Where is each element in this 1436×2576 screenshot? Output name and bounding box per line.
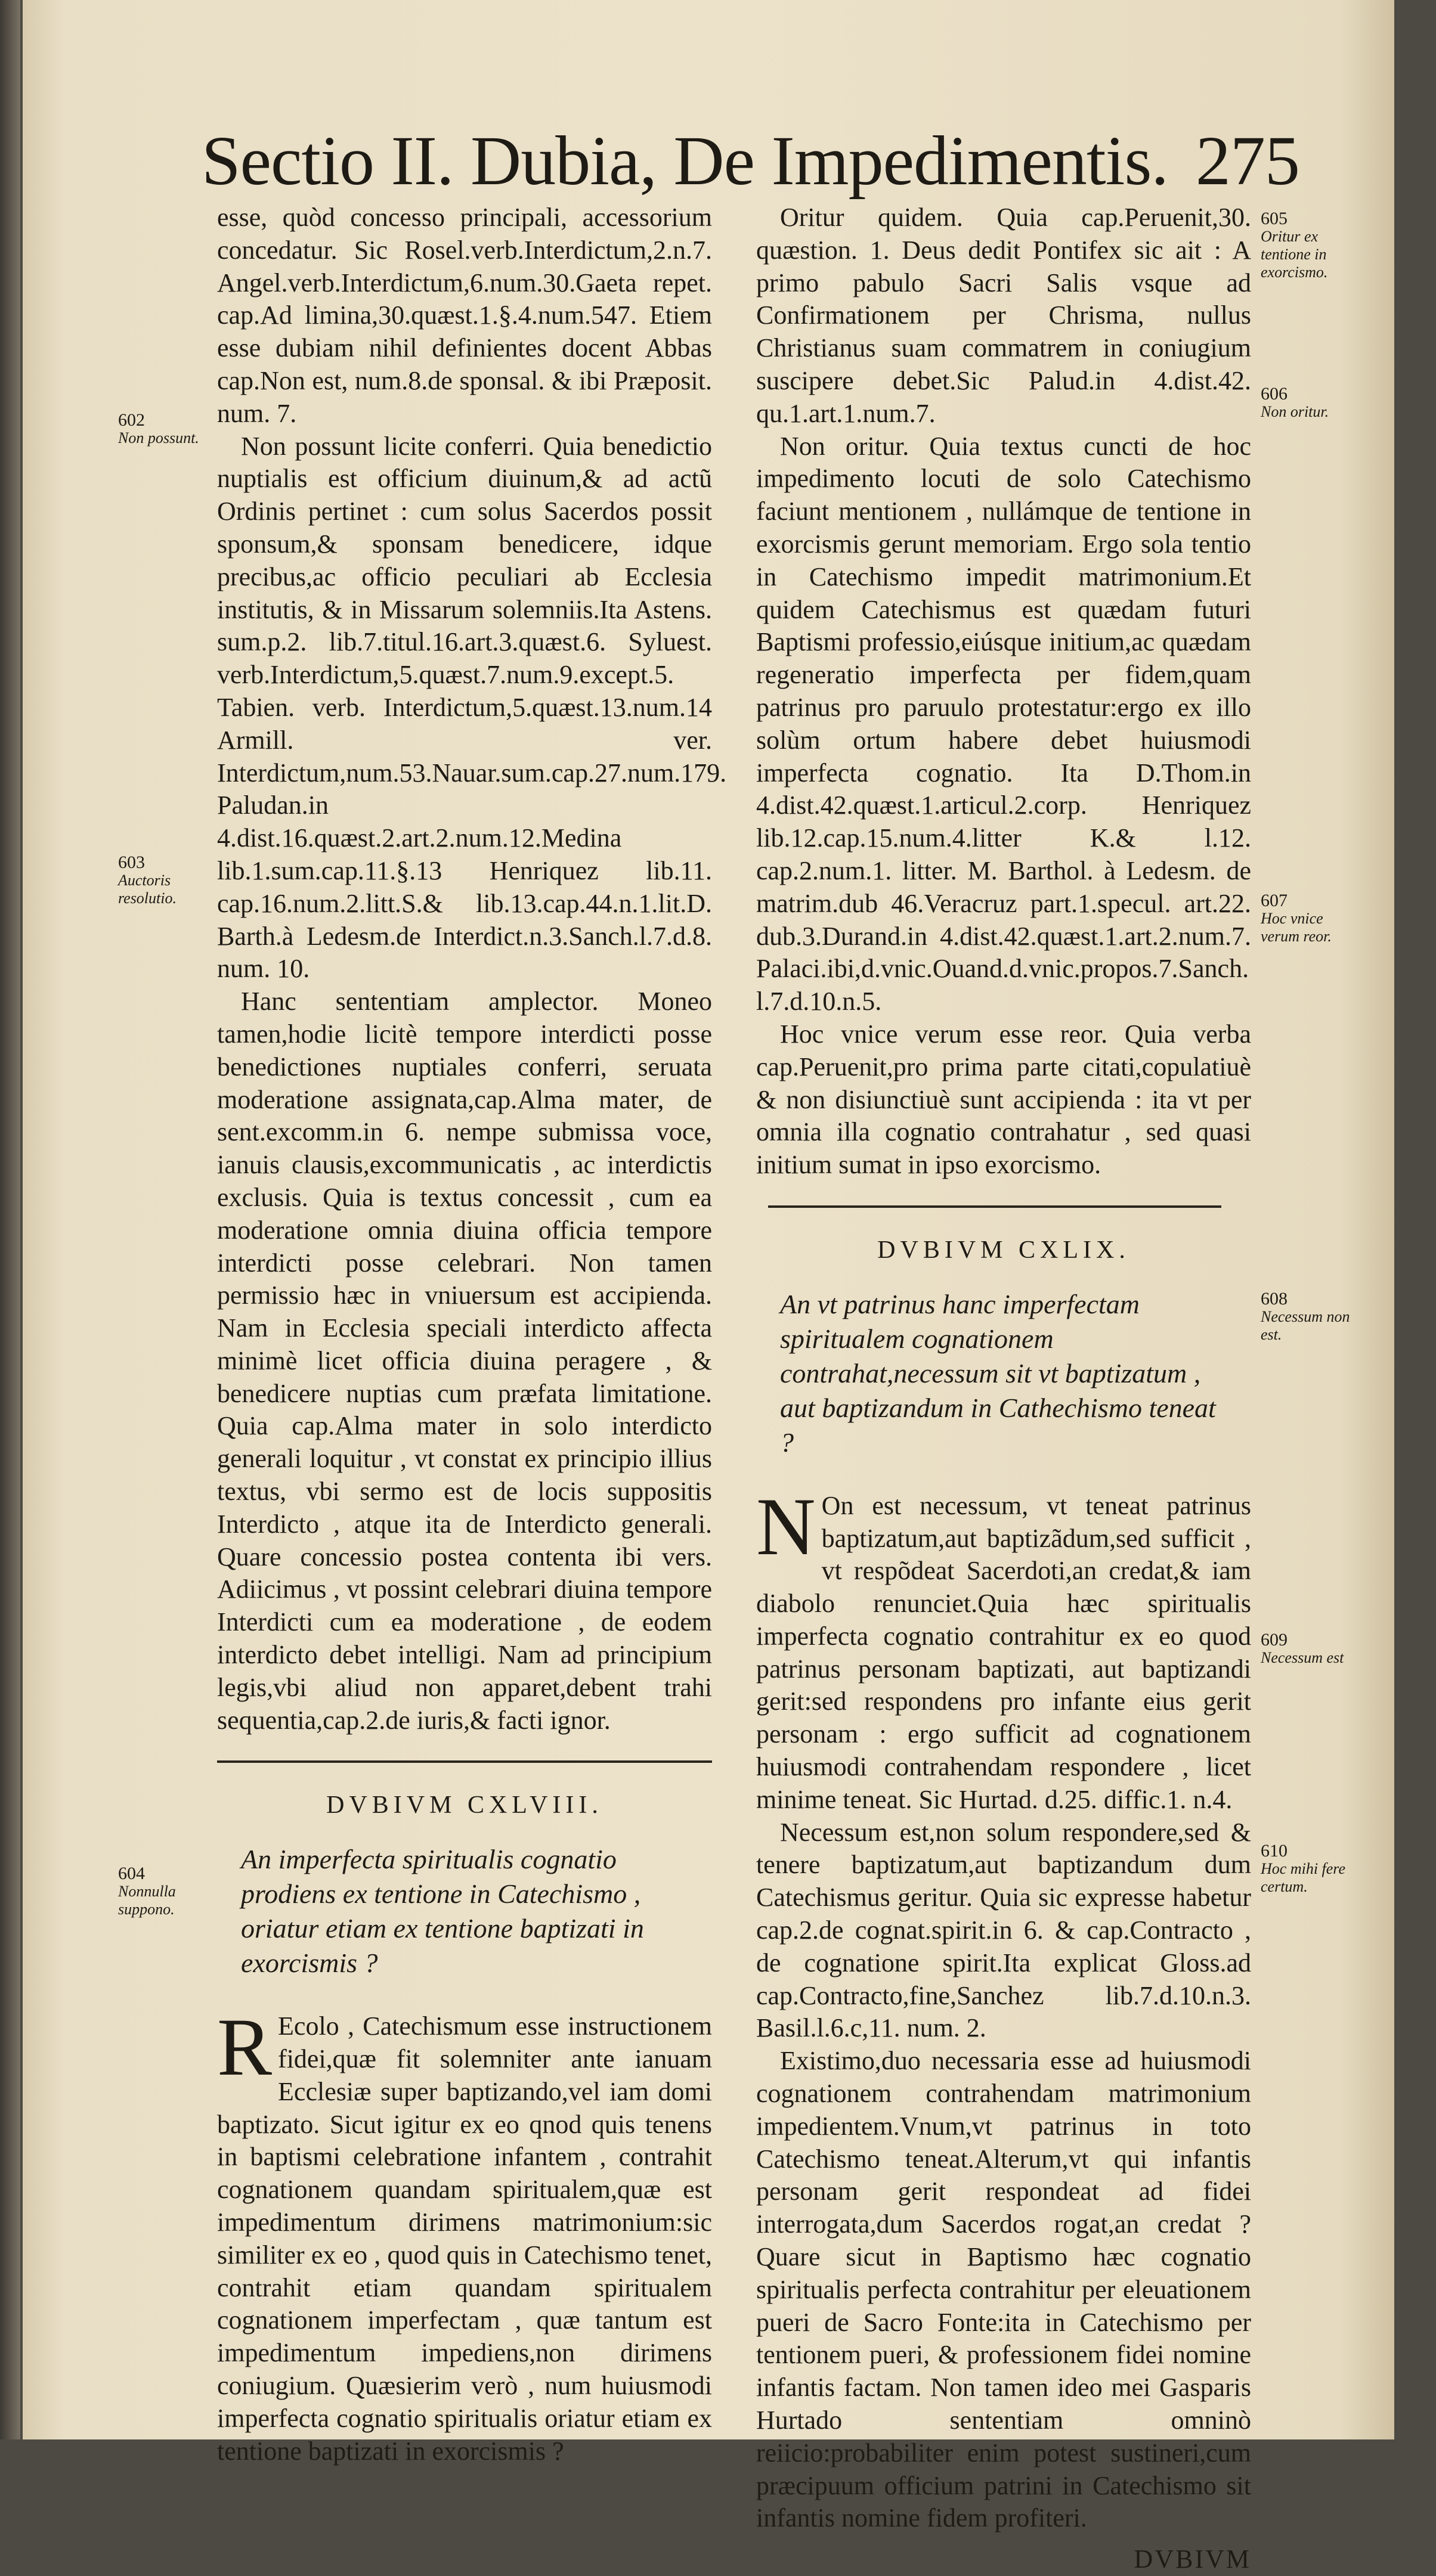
section-divider [217, 1760, 712, 1763]
dubium-title: DVBIVM CXLIX. [877, 1236, 1130, 1264]
right-paragraph-4-text: On est necessum, vt teneat patrinus baptizatum,aut baptizãdum,sed sufficit , vt respõdeat Sacerdoti,an credat,& iam diabolo renunciet.Quia hæc spiritualis imperfecta cognatio contrahitur ex eo quod patrinus personam baptizati, aut baptizandi gerit:sed respondens pro infante eius gerit personam : ergo sufficit ad cognationem huiusmodi contrahendam respondere , licet minime teneat. Sic Hurtad. d.25. diffic.1. n.4. [756, 1490, 1251, 1814]
right-paragraph-5: Necessum est,non solum respondere,sed & tenere baptizatum,aut baptizandum dum Catechismus geritur. Quia sic expresse habetur cap.2.de cognat.spirit.in 6. & cap.Contracto , de cognatione spirit.Ita explicat Gloss.ad cap.Contracto,fine,Sanchez lib.7.d.10.n.3. Basil.l.6.c,11. num. 2. [756, 1817, 1251, 2043]
margin-note-604: 604 Nonnulla suppono. [118, 1864, 176, 1918]
margin-note-603: 603 Auctoris resolutio. [118, 853, 177, 907]
margin-note-610: 610 Hoc mihi fere certum. [1261, 1841, 1345, 1895]
left-column [217, 202, 727, 2467]
dubium-question: An vt patrinus hanc imperfectam spiritualem cognationem contrahat,necessum sit vt baptizatum , aut baptizandum in Cathechismo teneat ? [780, 1288, 1216, 1458]
dubium-question: An imperfecta spiritualis cognatio prodiens ex tentione in Catechismo , oriatur etiam ex tentione baptizati in exorcismis ? [241, 1844, 644, 1979]
left-paragraph-4 [217, 2001, 712, 2467]
margin-note-607: 607 Hoc vnice verum reor. [1261, 891, 1332, 945]
right-paragraph-2: Non oritur. Quia textus cuncti de hoc impedimento locuti de solo Catechismo faciunt mentionem , nullámque de tentione in exorcismis gerunt memoriam. Ergo sola tentio in Catechismo impedit matrimonium.Et quidem Catechismus est quædam futuri Baptismi professio,eiúsque initium,ac quædam regeneratio imperfecta per fidem,quam patrinus pro paruulo protestatur:ergo ex illo solùm ortum habere debet huiusmodi imperfecta cognatio. Ita D.Thom.in 4.dist.42.quæst.1.articul.2.corp. Henriquez lib.12.cap.15.num.4.litter K.& l.12. cap.2.num.1. litter. M. Barthol. à Ledesm. de matrim.dub 46.Veracruz part.1.specul. art.22. dub.3.Durand.in 4.dist.42.quæst.1.art.2.num.7. Palaci.ibi,d.vnic.Ouand.d.vnic.propos.7.Sanch. l.7.d.10.n.5. [756, 431, 1251, 1016]
margin-note-608: 608 Necessum non est. [1261, 1289, 1350, 1343]
header-title: Sectio II. Dubia, De Impedimentis. [202, 122, 1168, 200]
running-header [202, 119, 1299, 203]
left-paragraph-3: Hanc sententiam amplector. Moneo tamen,hodie licitè tempore interdicti posse benedictiones nuptiales conferri, seruata moderatione assignata,cap.Alma mater, de sent.excomm.in 6. nempe submissa voce, ianuis clausis,excommunicatis , ac interdictis exclusis. Quia is textus concessit , cum ea moderatione omnia diuina officia tempore interdicti posse celebrari. Non tamen permissio hæc in vniuersum est accipienda. Nam in Ecclesia speciali interdicto affecta minimè licet officia diuina peragere , & benedicere nuptias cum præfata limitatione. Quia cap.Alma mater in solo interdicto generali loquitur , vt constat ex principio illius textus, vbi sermo est de locis suppositis Interdicto , atque ita de Interdicto generali. Quare concessio postea contenta ibi vers. Adiicimus , vt possint celebrari diuina tempore Interdicti cum ea moderatione , de eodem interdicto debet intelligi. Nam ad principium legis,vbi aliud non apparet,debent trahi sequentia,cap.2.de iuris,& facti ignor. [217, 987, 712, 1735]
margin-note-602: 602 Non possunt. [118, 410, 199, 447]
margin-note-609: 609 Necessum est [1261, 1630, 1344, 1666]
right-column [756, 202, 1251, 2576]
left-paragraph-1: esse, quòd concesso principali, accessorium concedatur. Sic Rosel.verb.Interdictum,2.n.7. Angel.verb.Interdictum,6.num.30.Gaeta repet. cap.Ad limina,30.quæst.1.§.4.num.547. Etiem esse dubiam nihil definientes docent Abbas cap.Non est, num.8.de sponsal. & ibi Præposit. num. 7. [217, 203, 712, 428]
margin-note-605: 605 Oritur ex tentione in exorcismo. [1261, 209, 1328, 281]
catchword: DVBIVM [1134, 2544, 1251, 2574]
margin-note-606: 606 Non oritur. [1261, 384, 1329, 420]
left-paragraph-4-text: Ecolo , Catechismum esse instructionem fidei,quæ fit solemniter ante ianuam Ecclesiæ super baptizando,vel iam domi baptizato. Sicut igitur ex eo qnod quis tenens in baptismi celebratione infantem , contrahit cognationem quandam spiritualem,quæ est impedimentum dirimens matrimonium:sic similiter ex eo , quod quis in Catechismo tenet, contrahit etiam quandam spiritualem cognationem imperfectam , quæ tantum est impedimentum impediens,non dirimens coniugium. Quæsierim verò , num huiusmodi imperfecta cognatio spiritualis oriatur etiam ex tentione baptizati in exorcismis ? [217, 2011, 712, 2466]
right-paragraph-3: Hoc vnice verum esse reor. Quia verba cap.Peruenit,pro prima parte citati,copulatiuè & non disiunctiuè sunt accipienda : ita vt per omnia illa cognatio contrahatur , sed quasi initium sumat in ipso exorcismo. [756, 1019, 1251, 1180]
left-paragraph-2: Non possunt licite conferri. Quia benedictio nuptialis est officium diuinum,& ad actũ Ordinis pertinet : cum solus Sacerdos possit sponsum,& sponsam benedicere, idque precibus,ac officio peculiari ab Ecclesia institutis, & in Missarum solemniis.Ita Astens. sum.p.2. lib.7.titul.16.art.3.quæst.6. Syluest. verb.Interdictum,5.quæst.7.num.9.except.5. Tabien. verb. Interdictum,5.quæst.13.num.14 Armill. ver. Interdictum,num.53.Nauar.sum.cap.27.num.179. Paludan.in 4.dist.16.quæst.2.art.2.num.12.Medina lib.1.sum.cap.11.§.13 Henriquez lib.11. cap.16.num.2.litt.S.& lib.13.cap.44.n.1.lit.D. Barth.à Ledesm.de Interdict.n.3.Sanch.l.7.d.8. num. 10. [217, 431, 727, 984]
section-divider [768, 1205, 1221, 1208]
dubium-title: DVBIVM CXLVIII. [326, 1791, 603, 1819]
drop-capital: R [217, 2001, 273, 2093]
book-gutter-shadow [0, 0, 20, 2439]
book-page [23, 0, 1394, 2574]
page-number: 275 [1195, 122, 1299, 200]
right-paragraph-4 [756, 1480, 1251, 1816]
right-paragraph-1: Oritur quidem. Quia cap.Peruenit,30. quæstion. 1. Deus dedit Pontifex sic ait : A primo pabulo Sacri Salis vsque ad Confirmationem per Chrisma, nullus Christianus suam commatrem in coniugium suscipere debet.Sic Palud.in 4.dist.42. qu.1.art.1.num.7. [756, 203, 1251, 428]
drop-capital: N [756, 1480, 816, 1572]
right-paragraph-6: Existimo,duo necessaria esse ad huiusmodi cognationem contrahendam matrimonium impedientem.Vnum,vt patrinus in toto Catechismo teneat.Alterum,vt qui infantis personam gerit respondeat ad fidei interrogata,dum Sacerdos rogat,an credat ? Quare sicut in Baptismo hæc cognatio spiritualis perfecta contrahitur per eleuationem pueri de Sacro Fonte:ita in Catechismo per tentionem pueri, & professionem fidei nomine infantis factam. Non tamen ideo mei Gasparis Hurtado sententiam omninò reiicio:probabiliter enim potest sustineri,cum præcipuum officium patrini in Catechismo sit infantis nomine fidem profiteri. [756, 2046, 1251, 2533]
